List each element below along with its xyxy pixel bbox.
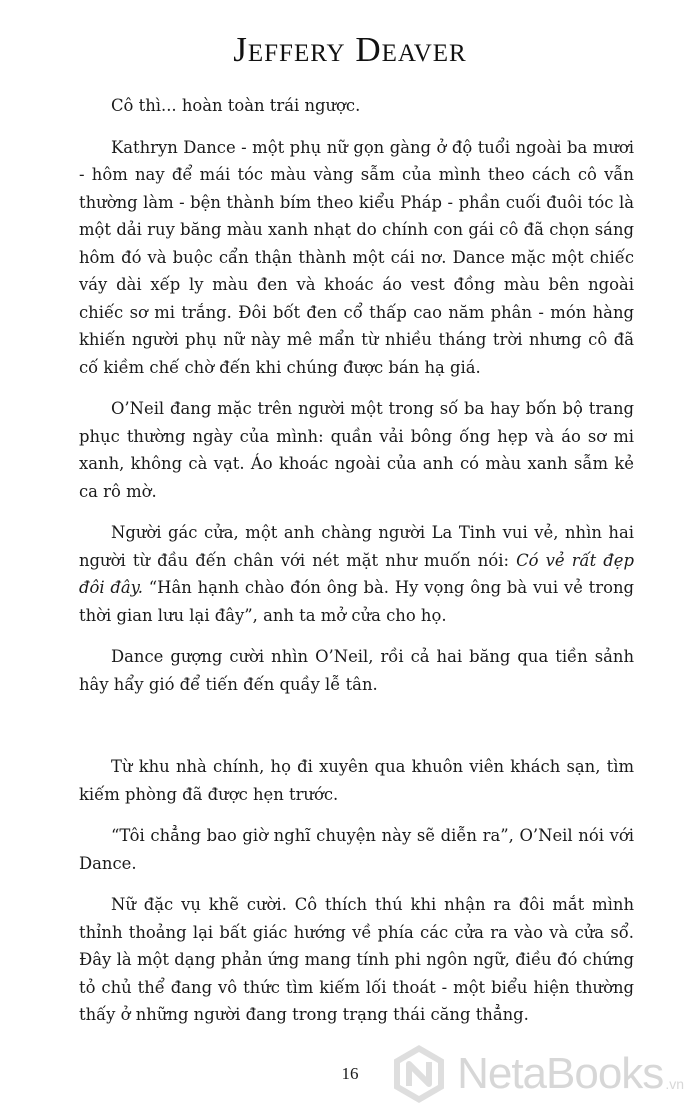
watermark	[387, 1036, 684, 1112]
paragraph-1: Cô thì... hoàn toàn trái ngược.	[111, 96, 361, 115]
paragraph-7: “Tôi chẳng bao giờ nghĩ chuyện này sẽ diễn ra”, O’Neil nói với Dance.	[79, 826, 634, 873]
paragraph-4-end: “Hân hạnh chào đón ông bà. Hy vọng ông bà vui vẻ trong thời gian lưu lại đây”, anh ta mở cửa cho họ.	[79, 578, 635, 625]
paragraph-4-start: Người gác cửa, một anh chàng người La Tinh vui vẻ, nhìn hai người từ đầu đến chân với nét mặt như muốn nói:	[79, 523, 634, 570]
paragraph-2: Kathryn Dance - một phụ nữ gọn gàng ở độ tuổi ngoài ba mươi - hôm nay để mái tóc màu vàng sẫm của mình theo cách cô vẫn thường làm - bện thành bím theo kiểu Pháp - phần cuối đuôi tóc là một dải ruy băng màu xanh nhạt do chính con gái cô đã chọn sáng hôm đó và buộc cẩn thận thành một cái nơ. Dance mặc một chiếc váy dài xếp ly màu đen và khoác áo vest đồng màu bên ngoài chiếc sơ mi trắng. Đôi bốt đen cổ thấp cao năm phân - món hàng khiến người phụ nữ này mê mẩn từ nhiều tháng trời nhưng cô đã cố kiềm chế chờ đến khi chúng được bán hạ giá.	[79, 137, 634, 377]
paragraph-4-italic: Có vẻ rất đẹp đôi đây.	[79, 550, 634, 597]
paragraph-6: Từ khu nhà chính, họ đi xuyên qua khuôn viên khách sạn, tìm kiếm phòng đã được hẹn trước.	[79, 757, 634, 804]
paragraph-3: O’Neil đang mặc trên người một trong số ba hay bốn bộ trang phục thường ngày của mình: quần vải bông ống hẹp và áo sơ mi xanh, không cà vạt. Áo khoác ngoài của anh có màu xanh sẫm kẻ ca rô mờ.	[79, 399, 634, 501]
netabooks-logo-icon	[387, 1042, 451, 1106]
body-text	[79, 92, 634, 1043]
page-number: 16	[341, 1064, 359, 1083]
paragraph-4	[79, 519, 634, 629]
running-header: Jeffery Deaver	[233, 30, 467, 69]
paragraph-8: Nữ đặc vụ khẽ cười. Cô thích thú khi nhận ra đôi mắt mình thỉnh thoảng lại bất giác hướng về phía các cửa ra vào và cửa sổ. Đây là một dạng phản ứng mang tính phi ngôn ngữ, điều đó chứng tỏ chủ thể đang vô thức tìm kiếm lối thoát - một biểu hiện thường thấy ở những người đang trong trạng thái căng thẳng.	[79, 895, 634, 1024]
watermark-brand: NetaBooks	[457, 1049, 664, 1098]
paragraph-5: Dance gượng cười nhìn O’Neil, rồi cả hai băng qua tiền sảnh hây hẩy gió để tiến đến quầy lễ tân.	[79, 647, 634, 694]
watermark-suffix: .vn	[665, 1076, 684, 1092]
